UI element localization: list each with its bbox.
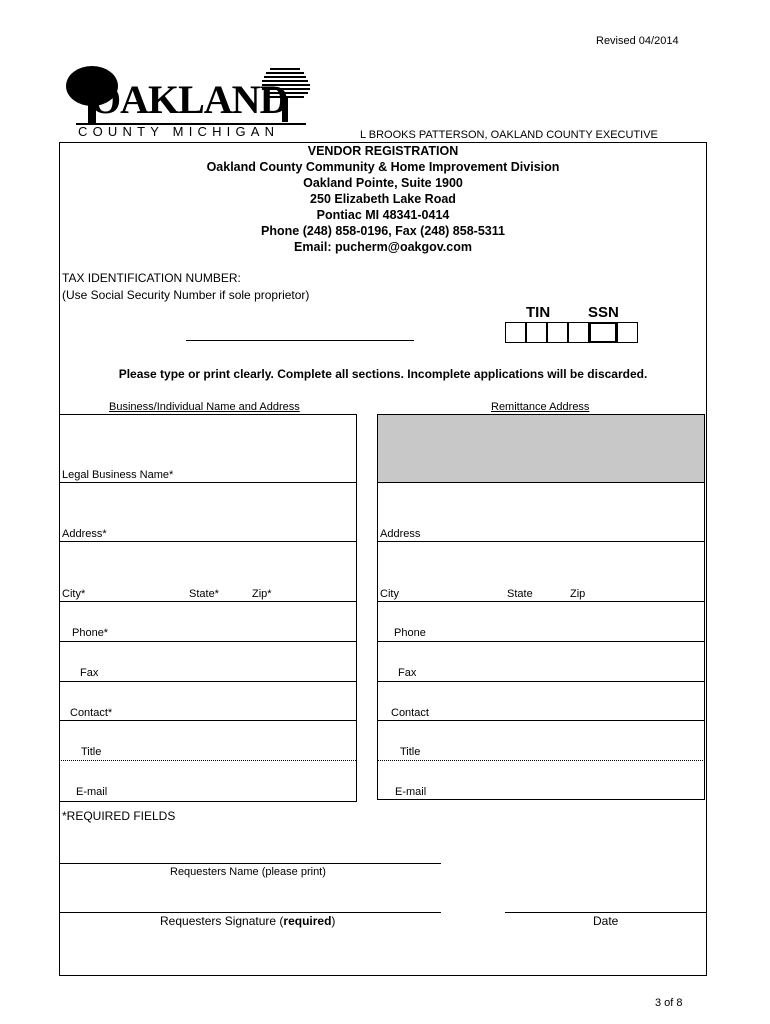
left-column-heading: Business/Individual Name and Address [109, 401, 300, 413]
title-block [59, 143, 707, 255]
division-name: Oakland County Community & Home Improvement Division [206, 160, 560, 174]
legal-name-input[interactable] [62, 440, 352, 460]
ssn-checkbox-3[interactable] [617, 322, 638, 343]
right-divider-5 [377, 681, 705, 682]
email-label: E-mail [76, 786, 108, 798]
right-divider-7 [377, 760, 705, 761]
remit-contact-label: Contact [391, 707, 429, 719]
date-input[interactable] [506, 893, 706, 909]
remit-title-input[interactable] [450, 741, 700, 757]
zip-label: Zip* [252, 588, 272, 600]
page-number: 3 of 8 [655, 997, 683, 1009]
instructions: Please type or print clearly. Complete all sections. Incomplete applications will be discarded. [118, 367, 648, 381]
tax-id-note: (Use Social Security Number if sole proprietor) [62, 288, 310, 302]
division-email: Email: pucherm@oakgov.com [294, 240, 472, 254]
right-divider-2 [377, 541, 705, 542]
contact-label: Contact* [70, 707, 113, 719]
required-fields-note: *REQUIRED FIELDS [62, 809, 176, 823]
ssn-label: SSN [588, 304, 619, 321]
state-label: State* [189, 588, 219, 600]
left-divider-1 [59, 482, 356, 483]
right-divider-4 [377, 641, 705, 642]
remit-email-label: E-mail [395, 786, 427, 798]
city-state-zip-input[interactable] [62, 560, 352, 580]
remit-title-label: Title [400, 746, 421, 758]
requester-signature-line [59, 912, 441, 913]
logo-subtext: COUNTY MICHIGAN [78, 124, 280, 139]
phone-input[interactable] [130, 622, 350, 638]
address-city: Pontiac MI 48341-0414 [316, 208, 450, 222]
left-divider-3 [59, 601, 356, 602]
left-divider-5 [59, 681, 356, 682]
remittance-shaded-cell [378, 415, 704, 482]
remit-zip-label: Zip [570, 588, 586, 600]
tin-checkbox-1[interactable] [505, 322, 526, 343]
address-street: 250 Elizabeth Lake Road [310, 192, 456, 206]
tin-checkbox-3[interactable] [547, 322, 568, 343]
address-label: Address* [62, 528, 107, 540]
oakland-county-logo [62, 64, 320, 142]
form-title: VENDOR REGISTRATION [307, 144, 459, 158]
signature-required: required [283, 914, 332, 928]
tin-checkbox-2[interactable] [526, 322, 547, 343]
signature-suffix: ) [331, 914, 336, 928]
county-executive: L BROOKS PATTERSON, OAKLAND COUNTY EXECUTIVE [360, 129, 658, 141]
phone-label: Phone* [72, 627, 109, 639]
remit-phone-input[interactable] [450, 622, 700, 638]
tax-id-label: TAX IDENTIFICATION NUMBER: [62, 271, 241, 285]
signature-prefix: Requesters Signature ( [160, 914, 284, 928]
tax-id-input[interactable] [186, 324, 414, 338]
remit-fax-label: Fax [398, 667, 417, 679]
contact-input[interactable] [130, 702, 350, 718]
right-divider-6 [377, 720, 705, 721]
requester-name-line [59, 863, 441, 864]
remit-city-state-zip-input[interactable] [380, 560, 700, 580]
remit-address-label: Address [380, 528, 421, 540]
requester-name-label: Requesters Name (please print) [170, 866, 326, 878]
requester-signature-label [160, 914, 335, 928]
tin-label: TIN [526, 304, 551, 321]
date-label: Date [593, 914, 619, 928]
phone-fax: Phone (248) 858-0196, Fax (248) 858-5311 [261, 224, 505, 238]
left-divider-7 [59, 760, 356, 761]
tax-id-underline [186, 340, 414, 341]
remit-fax-input[interactable] [450, 662, 700, 678]
right-divider-1 [377, 482, 705, 483]
ssn-checkbox-1[interactable] [568, 322, 589, 343]
logo-wordmark: OAKLAND [90, 77, 288, 122]
address-suite: Oakland Pointe, Suite 1900 [303, 176, 463, 190]
remit-state-label: State [507, 588, 533, 600]
requester-signature-input[interactable] [62, 893, 440, 909]
remit-city-label: City [380, 588, 399, 600]
left-divider-4 [59, 641, 356, 642]
left-divider-2 [59, 541, 356, 542]
remit-contact-input[interactable] [450, 702, 700, 718]
address-input[interactable] [62, 500, 352, 520]
title-label: Title [81, 746, 102, 758]
fax-input[interactable] [130, 662, 350, 678]
remit-phone-label: Phone [394, 627, 426, 639]
left-divider-6 [59, 720, 356, 721]
remit-address-input[interactable] [380, 500, 700, 520]
remit-email-input[interactable] [450, 781, 700, 797]
legal-name-label: Legal Business Name* [62, 469, 174, 481]
email-input[interactable] [130, 781, 350, 797]
revised-date: Revised 04/2014 [596, 35, 679, 47]
city-label: City* [62, 588, 86, 600]
fax-label: Fax [80, 667, 99, 679]
right-column-heading: Remittance Address [491, 401, 590, 413]
ssn-checkbox-2[interactable] [589, 322, 617, 343]
date-line [505, 912, 707, 913]
requester-name-input[interactable] [62, 844, 440, 860]
title-input[interactable] [130, 741, 350, 757]
right-divider-3 [377, 601, 705, 602]
